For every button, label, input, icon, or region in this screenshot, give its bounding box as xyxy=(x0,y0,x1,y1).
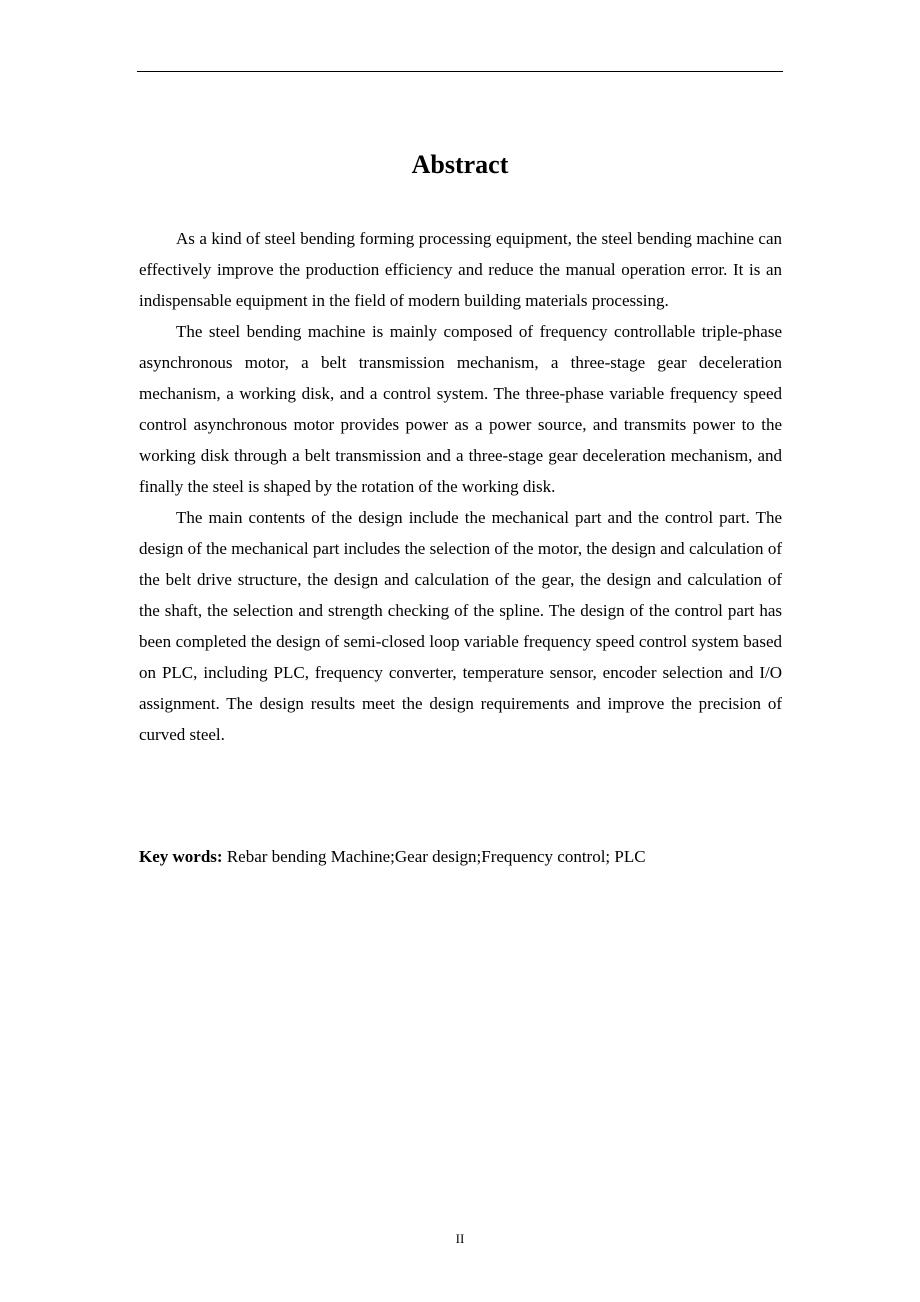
abstract-paragraph-2: The steel bending machine is mainly composed of frequency controllable triple-phase asynchronous motor, a belt transmission mechanism, a three-stage gear deceleration mechanism, a working disk, and a control system. The three-phase variable frequency speed control asynchronous motor provides power as a power source, and transmits power to the working disk through a belt transmission and a three-stage gear deceleration mechanism, and finally the steel is shaped by the rotation of the working disk. xyxy=(139,322,782,496)
header-rule xyxy=(137,71,783,72)
abstract-body xyxy=(139,223,782,750)
keywords-line xyxy=(139,841,782,872)
abstract-paragraph-3: The main contents of the design include the mechanical part and the control part. The design of the mechanical part includes the selection of the motor, the design and calculation of the belt drive structure, the design and calculation of the gear, the design and calculation of the shaft, the selection and strength checking of the spline. The design of the control part has been completed the design of semi-closed loop variable frequency speed control system based on PLC, including PLC, frequency converter, temperature sensor, encoder selection and I/O assignment. The design results meet the design requirements and improve the precision of curved steel. xyxy=(139,508,782,744)
keywords-label: Key words: xyxy=(139,847,223,866)
abstract-paragraph-1: As a kind of steel bending forming processing equipment, the steel bending machine can effectively improve the production efficiency and reduce the manual operation error. It is an indispensable equipment in the field of modern building materials processing. xyxy=(139,229,782,310)
keywords-text: Rebar bending Machine;Gear design;Frequency control; PLC xyxy=(222,847,646,866)
page-number: II xyxy=(455,1231,465,1246)
page-title: Abstract xyxy=(411,150,509,179)
